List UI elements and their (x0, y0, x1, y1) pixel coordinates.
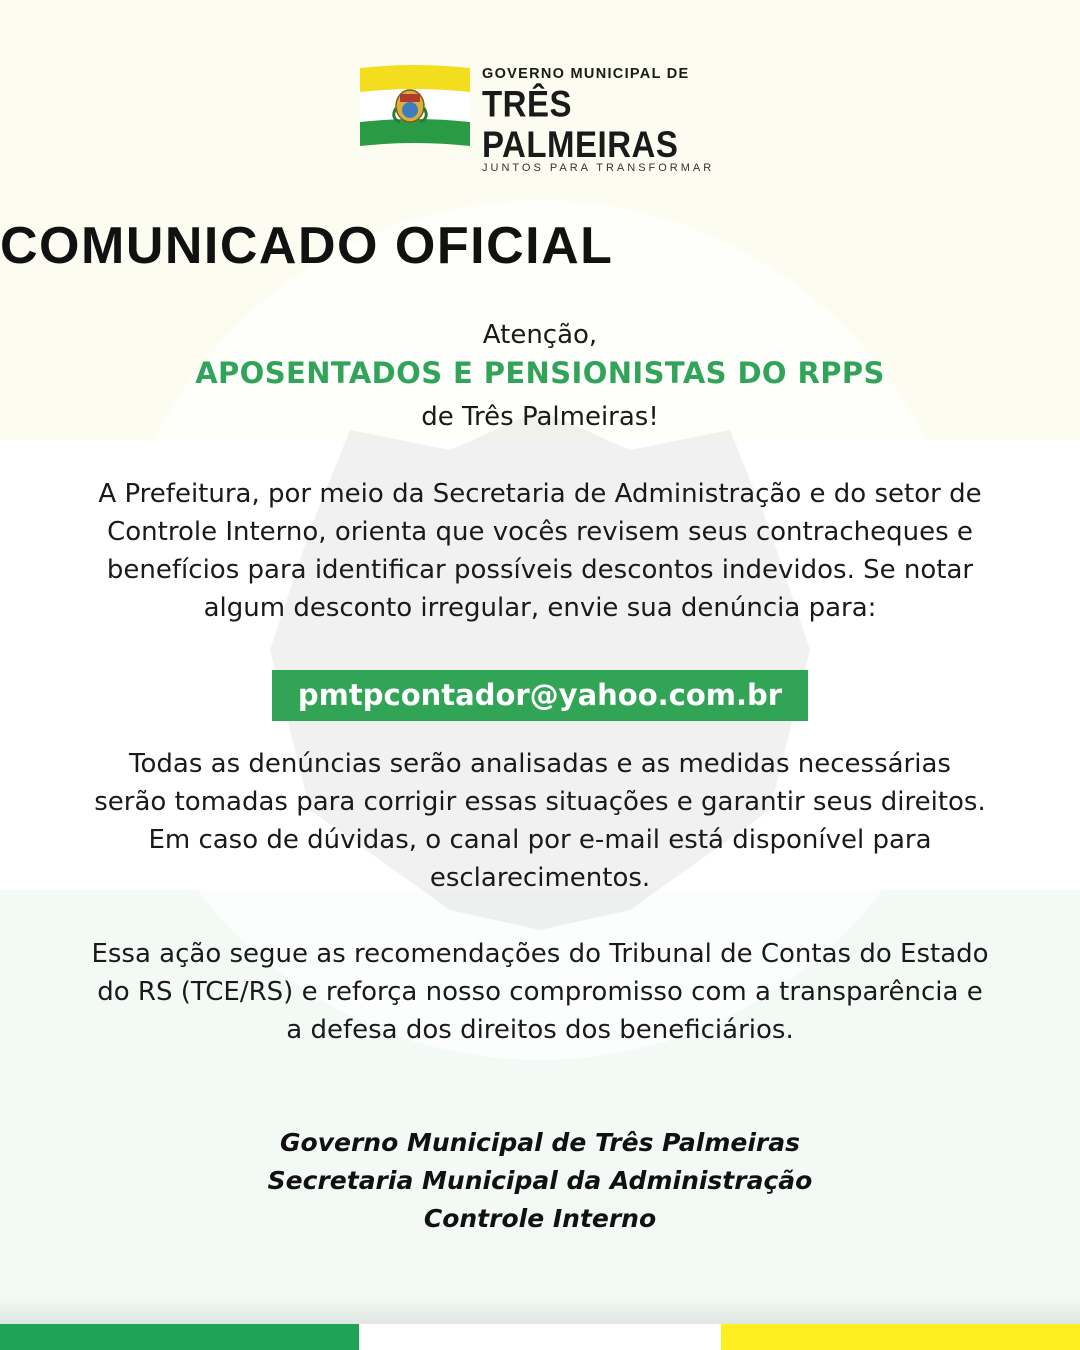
paragraph-analysis: Todas as denúncias serão analisadas e as medidas necessárias serão tomadas para corrigir essas situações e garantir seus direitos. Em caso de dúvidas, o canal por e-mail está disponível para esclarecimentos. (94, 749, 986, 893)
page-title: COMUNICADO OFICIAL (0, 217, 614, 275)
paragraph-orientation: A Prefeitura, por meio da Secretaria de Administração e do setor de Controle Interno, orienta que vocês revisem seus contracheques e benefícios para identificar possíveis descontos indevidos. Se notar algum desconto irregular, envie sua denúncia para: (98, 479, 982, 623)
footer-stripe-yellow (721, 1324, 1080, 1350)
email-address[interactable]: pmtpcontador@yahoo.com.br (272, 670, 808, 721)
signature-line3: Controle Interno (423, 1204, 657, 1233)
highlight-text: APOSENTADOS E PENSIONISTAS DO RPPS (195, 356, 885, 390)
signature-line1: Governo Municipal de Três Palmeiras (280, 1128, 800, 1157)
logo-line1: GOVERNO MUNICIPAL DE (482, 66, 690, 82)
footer-stripe-green (0, 1324, 359, 1350)
signature-line2: Secretaria Municipal da Administração (267, 1166, 813, 1195)
footer-shadow (0, 1296, 1080, 1324)
logo-line2: TRÊS PALMEIRAS (482, 82, 679, 165)
paragraph-tce: Essa ação segue as recomendações do Tribunal de Contas do Estado do RS (TCE/RS) e reforça nosso compromisso com a transparência e a defesa dos direitos dos beneficiários. (91, 939, 989, 1045)
footer-stripe-white (359, 1324, 721, 1350)
greeting-suffix: de Três Palmeiras! (421, 402, 659, 432)
municipal-logo (360, 64, 730, 174)
greeting-text: Atenção, (482, 320, 598, 350)
logo-slogan: JUNTOS PARA TRANSFORMAR (482, 162, 715, 174)
flag-icon (360, 64, 470, 148)
signature-block (0, 1124, 1080, 1238)
